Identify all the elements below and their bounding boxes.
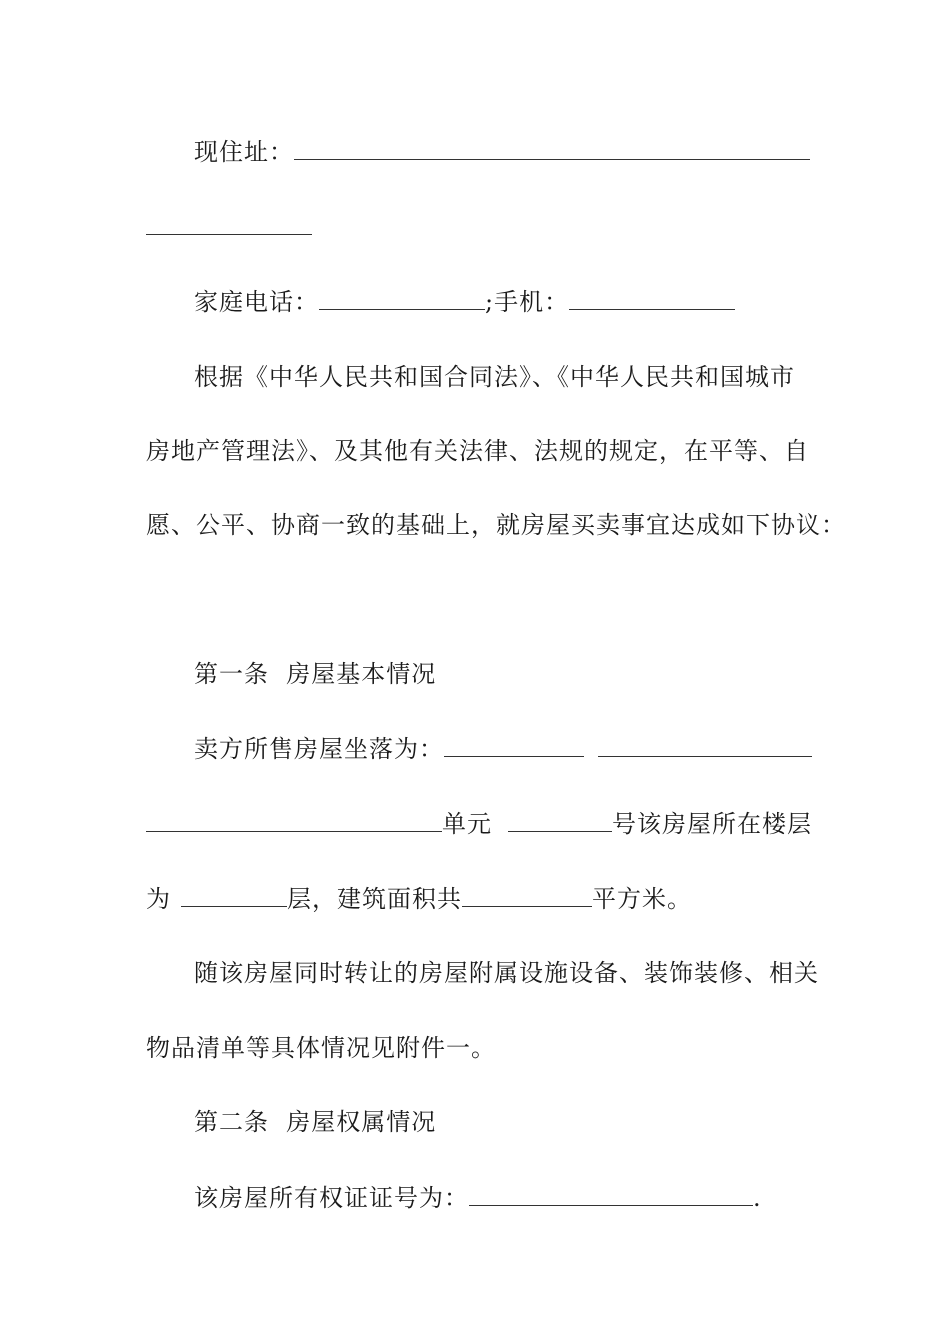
home-phone-label: 家庭电话： [194, 288, 319, 316]
address-continuation [146, 212, 312, 242]
phone-line [194, 287, 735, 317]
floor-blank[interactable] [181, 884, 287, 907]
address-line [194, 137, 810, 167]
location-blank-1[interactable] [444, 734, 584, 757]
area-unit: 平方米。 [592, 885, 692, 913]
cert-end: . [753, 1184, 762, 1212]
mobile-label: ;手机： [485, 288, 570, 316]
floor-text: 号该房屋所在楼层 [612, 810, 812, 838]
address-blank-continued[interactable] [146, 212, 312, 235]
article2-title: 第二条 房屋权属情况 [194, 1108, 437, 1136]
location-line [194, 734, 812, 764]
address-blank[interactable] [294, 137, 810, 160]
location-label: 卖方所售房屋坐落为： [194, 735, 444, 763]
cert-blank[interactable] [469, 1183, 753, 1206]
cert-line [194, 1183, 762, 1213]
unit-number-blank[interactable] [508, 809, 612, 832]
mobile-blank[interactable] [569, 287, 735, 310]
building-blank[interactable] [146, 809, 442, 832]
para1-line2: 房地产管理法》、及其他有关法律、法规的规定，在平等、自 [146, 437, 809, 465]
unit-label: 单元 [442, 810, 492, 838]
para2-line1: 随该房屋同时转让的房屋附属设施设备、装饰装修、相关 [194, 959, 819, 987]
para1-line3: 愿、公平、协商一致的基础上，就房屋买卖事宜达成如下协议： [146, 511, 846, 539]
article1-title: 第一条 房屋基本情况 [194, 660, 437, 688]
cert-label: 该房屋所有权证证号为： [194, 1184, 469, 1212]
unit-line [146, 809, 812, 839]
para2-line2: 物品清单等具体情况见附件一。 [146, 1034, 496, 1062]
address-label: 现住址： [194, 138, 294, 166]
floor-line [146, 884, 692, 914]
location-blank-2[interactable] [598, 734, 812, 757]
para1-line1: 根据《中华人民共和国合同法》、《中华人民共和国城市 [194, 363, 795, 391]
floor-prefix: 为 [146, 885, 171, 913]
home-phone-blank[interactable] [319, 287, 485, 310]
area-blank[interactable] [462, 884, 592, 907]
floor-unit: 层，建筑面积共 [287, 885, 462, 913]
